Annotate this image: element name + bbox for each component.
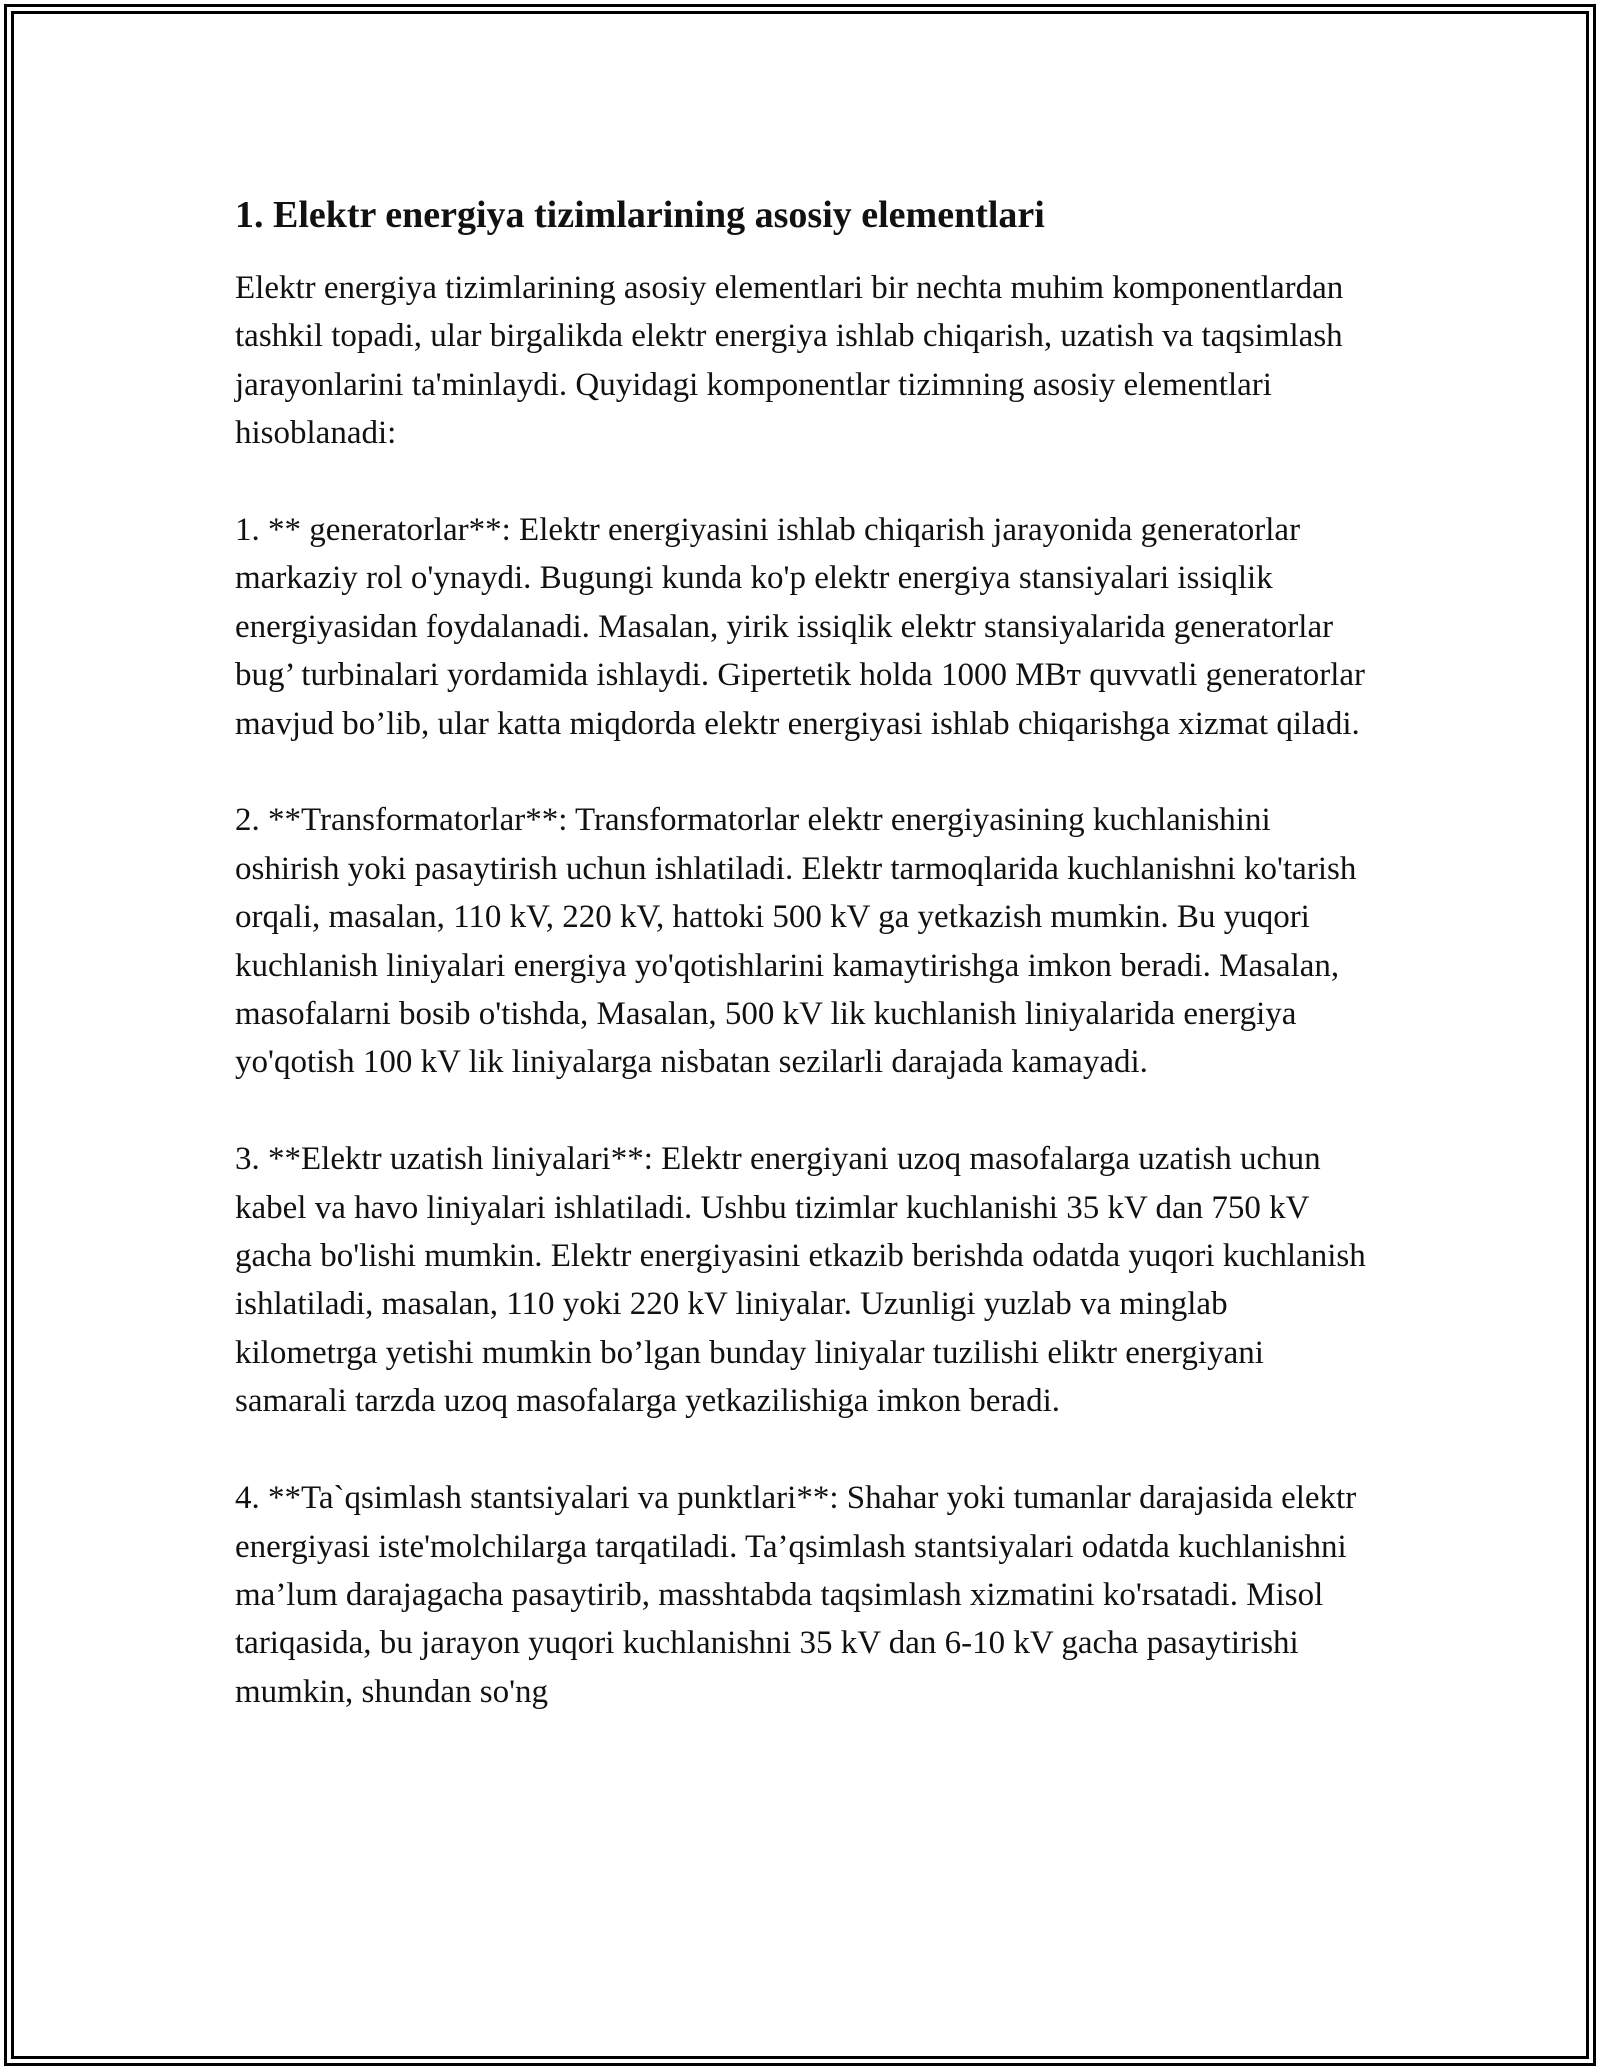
paragraph-spacer xyxy=(235,1426,1375,1474)
distribution-stations-paragraph: 4. **Ta`qsimlash stantsiyalari va punktlari**: Shahar yoki tumanlar darajasida elektr energiyasi iste'molchilarga tarqatiladi. Ta’qsimlash stantsiyalari odatda kuchlanishni ma’lum darajagacha pasaytirib, masshtabda taqsimlash xizmatini ko'rsatadi. Misol tariqasida, bu jarayon yuqori kuchlanishni 35 kV dan 6-10 kV gacha pasaytirishi mumkin, shundan so'ng xyxy=(235,1480,1357,1710)
intro-paragraph: Elektr energiya tizimlarining asosiy elementlari bir nechta muhim komponentlardan tashkil topadi, ular birgalikda elektr energiya ishlab chiqarish, uzatish va taqsimlash jarayonlarini ta'minlaydi. Quyidagi komponentlar tizimning asosiy elementlari hisoblanadi: xyxy=(235,270,1344,452)
paragraph-spacer xyxy=(235,1087,1375,1135)
document-title: 1. Elektr energiya tizimlarining asosiy elementlari xyxy=(235,194,1045,236)
generators-paragraph: 1. ** generatorlar**: Elektr energiyasini ishlab chiqarish jarayonida generatorlar markaziy rol o'ynaydi. Bugungi kunda ko'p elektr energiya stansiyalari issiqlik energiyasidan foydalanadi. Masalan, yirik issiqlik elektr stansiyalarida generatorlar bug’ turbinalari yordamida ishlaydi. Gipertetik holda 1000 МВт quvvatli generatorlar mavjud bo’lib, ular katta miqdorda elektr energiyasi ishlab chiqarishga xizmat qiladi. xyxy=(235,512,1366,742)
transmission-lines-paragraph: 3. **Elektr uzatish liniyalari**: Elektr energiyani uzoq masofalarga uzatish uchun kabel va havo liniyalari ishlatiladi. Ushbu tizimlar kuchlanishi 35 kV dan 750 kV gacha bo'lishi mumkin. Elektr energiyasini etkazib berishda odatda yuqori kuchlanish ishlatiladi, masalan, 110 yoki 220 kV liniyalar. Uzunligi yuzlab va minglab kilometrga yetishi mumkin bo’lgan bunday liniyalar tuzilishi eliktr energiyani samarali tarzda uzoq masofalarga yetkazilishiga imkon beradi. xyxy=(235,1141,1366,1420)
paragraph-spacer xyxy=(235,748,1375,796)
paragraph-spacer xyxy=(235,458,1375,506)
transformers-paragraph: 2. **Transformatorlar**: Transformatorlar elektr energiyasining kuchlanishini oshirish yoki pasaytirish uchun ishlatiladi. Elektr tarmoqlarida kuchlanishni ko'tarish orqali, masalan, 110 kV, 220 kV, hattoki 500 kV ga yetkazish mumkin. Bu yuqori kuchlanish liniyalari energiya yo'qotishlarini kamaytirishga imkon beradi. Masalan, masofalarni bosib o'tishda, Masalan, 500 kV lik kuchlanish liniyalarida energiya yo'qotish 100 kV lik liniyalarga nisbatan sezilarli darajada kamayadi. xyxy=(235,802,1357,1081)
document-body xyxy=(235,188,1375,1716)
